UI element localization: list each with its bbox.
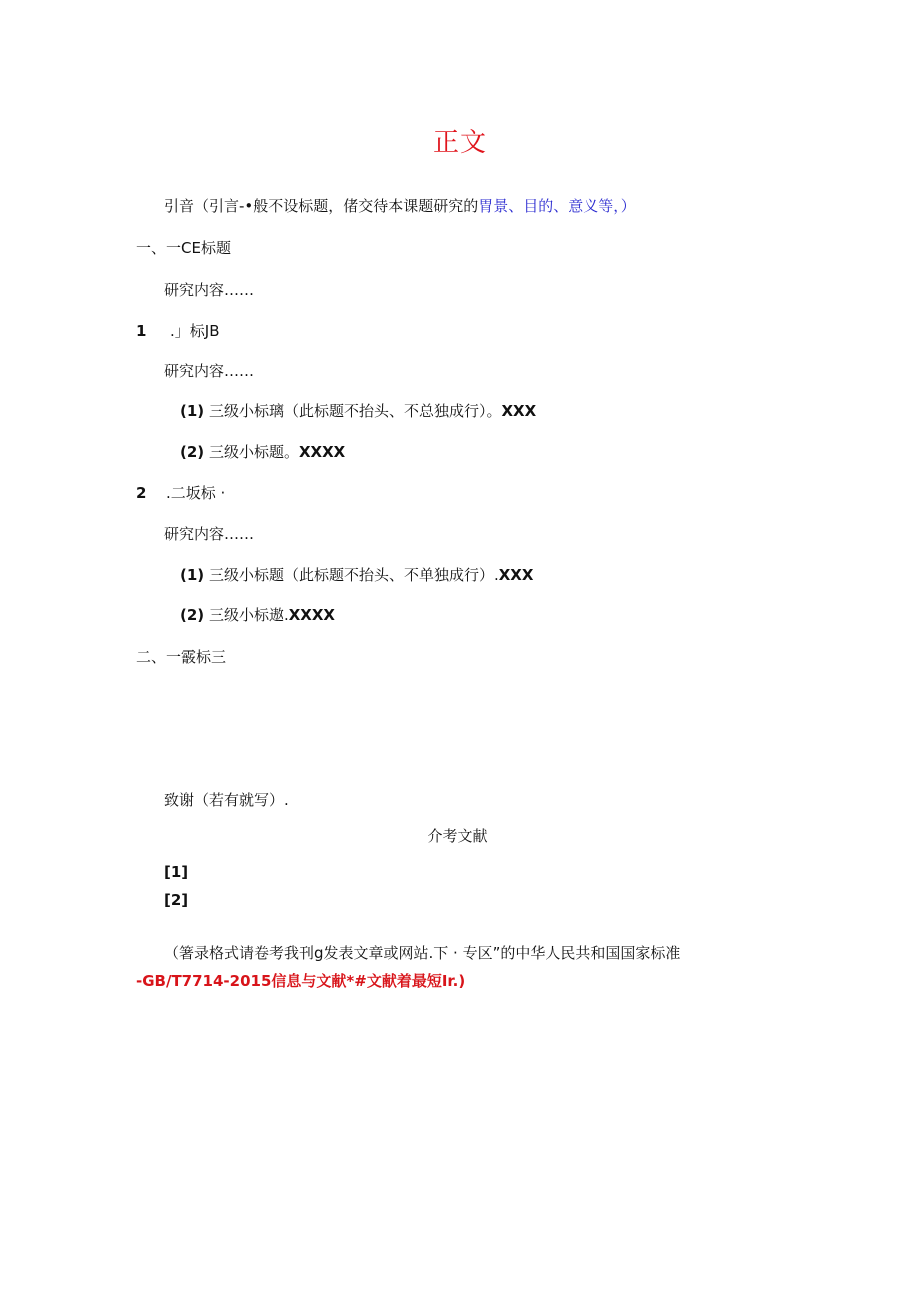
subsection-1-item-2 xyxy=(180,442,345,462)
subsection-2-item-1 xyxy=(180,565,533,585)
page-title: 正文 xyxy=(432,128,487,158)
intro-highlight: 胃景、目的、意义等，） xyxy=(478,197,636,215)
item-tail: XXX xyxy=(498,566,534,584)
item-number: (2) xyxy=(180,443,205,461)
reference-item-1: [1] xyxy=(164,863,189,881)
subsection-1-title: .」标JB xyxy=(170,322,220,340)
subsection-2-number: 2 xyxy=(136,484,147,502)
subsection-1-number: 1 xyxy=(136,322,147,340)
section-1-content: 研究内容…… xyxy=(164,281,255,299)
citation-note-line-1: （箸录格式请卷考我刊g发表文章或网站.下 · 专区”的中华人民共和国国家标准 xyxy=(164,944,681,962)
item-text: 三级小标题。 xyxy=(208,443,299,461)
item-tail: XXXX xyxy=(298,443,346,461)
subsection-1-item-1 xyxy=(180,401,536,421)
item-number: (2) xyxy=(180,606,205,624)
references-heading: 介考文献 xyxy=(427,827,488,845)
item-text: 三级小标璃（此标题不抬头、不总独成行）。 xyxy=(208,402,502,420)
subsection-1-content: 研究内容…… xyxy=(164,362,255,380)
citation-note-line-2: -GB/T7714-2015信息与文献*#文献着最短Ir.) xyxy=(136,972,466,990)
subsection-2-content: 研究内容…… xyxy=(164,525,255,543)
intro-text: 引音（引言-•般不设标题，偖交待本课题研究的 xyxy=(164,197,479,215)
section-1-heading: 一、一CE标题 xyxy=(136,239,231,257)
subsection-2-heading xyxy=(136,483,225,503)
item-text: 三级小标遨. xyxy=(208,606,289,624)
subsection-1-heading xyxy=(136,321,219,341)
subsection-2-title: .二坂标 · xyxy=(166,484,226,502)
item-tail: XXX xyxy=(501,402,537,420)
item-number: (1) xyxy=(180,402,205,420)
intro-paragraph xyxy=(164,196,636,216)
item-text: 三级小标题（此标题不抬头、不单独成行）. xyxy=(208,566,499,584)
section-2-heading: 二、一霰标三 xyxy=(136,648,227,666)
item-number: (1) xyxy=(180,566,205,584)
acknowledgement: 致谢（若有就写）. xyxy=(164,791,289,809)
subsection-2-item-2 xyxy=(180,605,335,625)
item-tail: XXXX xyxy=(288,606,335,624)
reference-item-2: [2] xyxy=(164,891,189,909)
